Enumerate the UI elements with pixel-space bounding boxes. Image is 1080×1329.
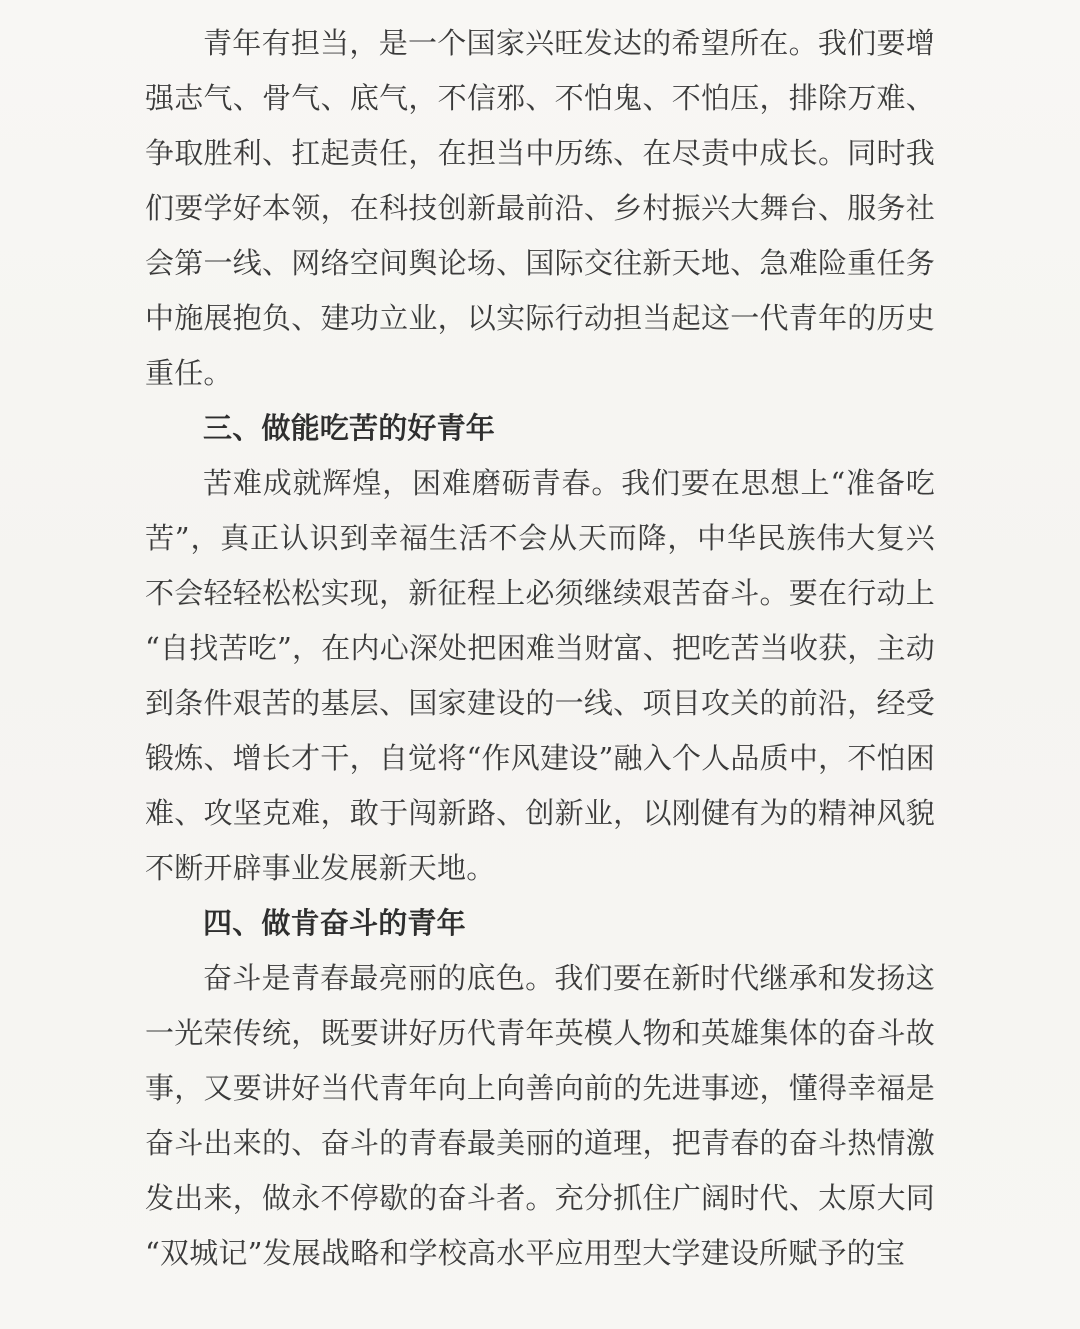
body-paragraph-section-3: 苦难成就辉煌，困难磨砺青春。我们要在思想上“准备吃苦”，真正认识到幸福生活不会从天而降，中华民族伟大复兴不会轻轻松松实现，新征程上必须继续艰苦奋斗。要在行动上“自找苦吃”，在内心深处把困难当财富、把吃苦当收获，主动到条件艰苦的基层、国家建设的一线、项目攻关的前沿，经受锻炼、增长才干，自觉将“作风建设”融入个人品质中，不怕困难、攻坚克难，敢于闯新路、创新业，以刚健有为的精神风貌不断开辟事业发展新天地。 — [145, 466, 935, 885]
section-heading-3: 三、做能吃苦的好青年 — [203, 411, 496, 445]
body-paragraph-section-4: 奋斗是青春最亮丽的底色。我们要在新时代继承和发扬这一光荣传统，既要讲好历代青年英模人物和英雄集体的奋斗故事，又要讲好当代青年向上向善向前的先进事迹，懂得幸福是奋斗出来的、奋斗的青春最美丽的道理，把青春的奋斗热情激发出来，做永不停歇的奋斗者。充分抓住广阔时代、太原大同“双城记”发展战略和学校高水平应用型大学建设所赋予的宝 — [145, 961, 935, 1270]
section-heading-4: 四、做肯奋斗的青年 — [203, 906, 466, 940]
body-paragraph-continued: 青年有担当，是一个国家兴旺发达的希望所在。我们要增强志气、骨气、底气，不信邪、不怕鬼、不怕压，排除万难、争取胜利、扛起责任，在担当中历练、在尽责中成长。同时我们要学好本领，在科技创新最前沿、乡村振兴大舞台、服务社会第一线、网络空间舆论场、国际交往新天地、急难险重任务中施展抱负、建功立业，以实际行动担当起这一代青年的历史重任。 — [145, 26, 935, 390]
